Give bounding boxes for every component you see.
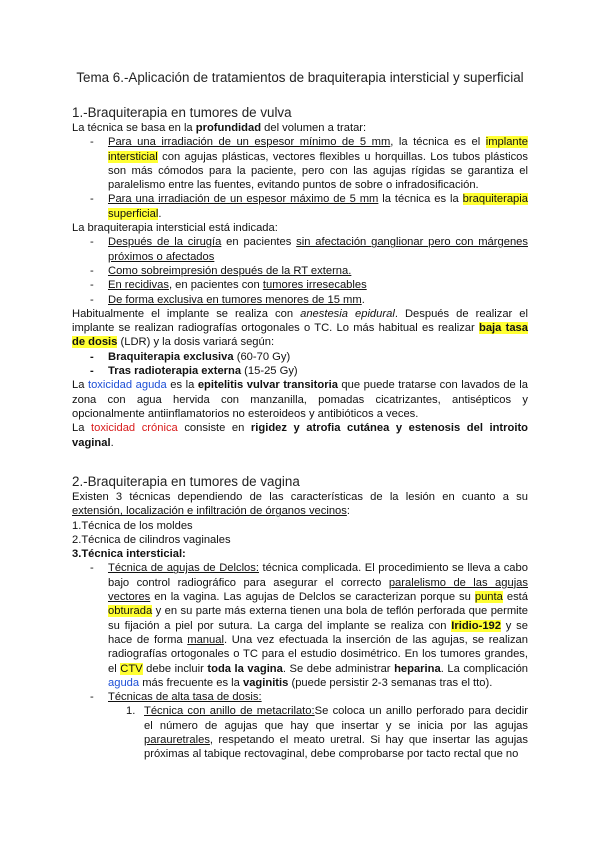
list-item-ring: 1. Técnica con anillo de metacrilato:Se coloca un anillo perforado para decidir el número de agujas que hay que insertar y se inicia por las agujas parauretrales, respetando el meato uretral. Si hay que insertar las agujas próximas al tabique rectovaginal, debe comprobarse por tacto rectal que no — [126, 705, 528, 761]
paragraph-habitual: Habitualmente el implante se realiza con anestesia epidural. Después de realizar el implante se realizan radiografías ortogonales o TC. Lo más habitual es realizar baja tasa de dosis (LDR) y la dosis variará según: — [72, 307, 529, 349]
technique-cylinders: 2.Técnica de cilindros vaginales — [72, 533, 231, 546]
list-item-hdr: - Técnicas de alta tasa de dosis: — [72, 690, 528, 704]
hdr-list — [72, 704, 528, 761]
technique-molds: 1.Técnica de los moldes — [72, 519, 193, 532]
list-item: - Tras radioterapia externa (15-25 Gy) — [72, 364, 528, 378]
page-title: Tema 6.-Aplicación de tratamientos de braquiterapia intersticial y superficial — [76, 70, 524, 85]
list-item: - Después de la cirugía en pacientes sin afectación ganglionar pero con márgenes próximos o afectados — [72, 235, 528, 264]
paragraph-chronic-toxicity: La toxicidad crónica consiste en rigidez y atrofia cutánea y estenosis del introito vaginal. — [72, 422, 529, 449]
depth-list — [72, 135, 528, 221]
section-heading-vulva: 1.-Braquiterapia en tumores de vulva — [72, 105, 292, 120]
list-item-delclos: - Técnica de agujas de Delclos: técnica complicada. El procedimiento se lleva a cabo bajo control radiográfico para asegurar el correcto paralelismo de las agujas vectores en la vagina. Las agujas de Delclos se caracterizan porque su punta está obturada y en su parte más externa tienen una bola de teflón perforada que permite su fijación a piel por sutura. La carga del implante se realiza con Iridio-192 y se hace de forma manual. Una vez efectuada la inserción de las agujas, se realizan radiografías ortogonales o TC para el estudio dosimétrico. En los tumores grandes, el CTV debe incluir toda la vagina. Se debe administrar heparina. La complicación aguda más frecuente es la vaginitis (puede persistir 2-3 semanas tras el tto). — [72, 561, 528, 690]
technique-interstitial: 3.Técnica intersticial: — [72, 548, 186, 561]
list-item: - Como sobreimpresión después de la RT externa. — [72, 264, 528, 278]
interstitial-list — [72, 561, 528, 704]
dose-list — [72, 350, 528, 379]
list-item: - Para una irradiación de un espesor máximo de 5 mm la técnica es la braquiterapia superficial. — [72, 192, 528, 221]
indication-list — [72, 235, 528, 306]
list-item: - De forma exclusiva en tumores menores de 15 mm. — [72, 293, 528, 307]
paragraph-intro: La técnica se basa en la profundidad del volumen a tratar: — [72, 122, 367, 134]
section-vulva-body — [72, 121, 528, 450]
paragraph-indicated: La braquiterapia intersticial está indicada: — [72, 222, 278, 235]
paragraph-intro-vagina: Existen 3 técnicas dependiendo de las características de la lesión en cuanto a su extensión, localización e infiltración de órganos vecinos: — [72, 491, 528, 518]
section-vagina-body — [72, 490, 528, 762]
list-item: - En recidivas, en pacientes con tumores irresecables — [72, 278, 528, 292]
list-item: - Braquiterapia exclusiva (60-70 Gy) — [72, 350, 528, 364]
section-heading-vagina: 2.-Braquiterapia en tumores de vagina — [72, 474, 300, 489]
list-item: - Para una irradiación de un espesor mínimo de 5 mm, la técnica es el implante intersticial con agujas plásticas, vectores flexibles u horquillas. Los tubos plásticos son más cómodos para la paciente, pero con las agujas rígidas se garantiza el paralelismo entre las fuentes, evitando puntos de sobre o infradosificación. — [72, 135, 528, 192]
paragraph-acute-toxicity: La toxicidad aguda es la epitelitis vulvar transitoria que puede tratarse con lavados de la zona con agua hervida con manzanilla, pomadas cicatrizantes, antisépticos y opcionalmente antiinflamatorios no esteroideos y antibióticos a veces. — [72, 379, 528, 420]
